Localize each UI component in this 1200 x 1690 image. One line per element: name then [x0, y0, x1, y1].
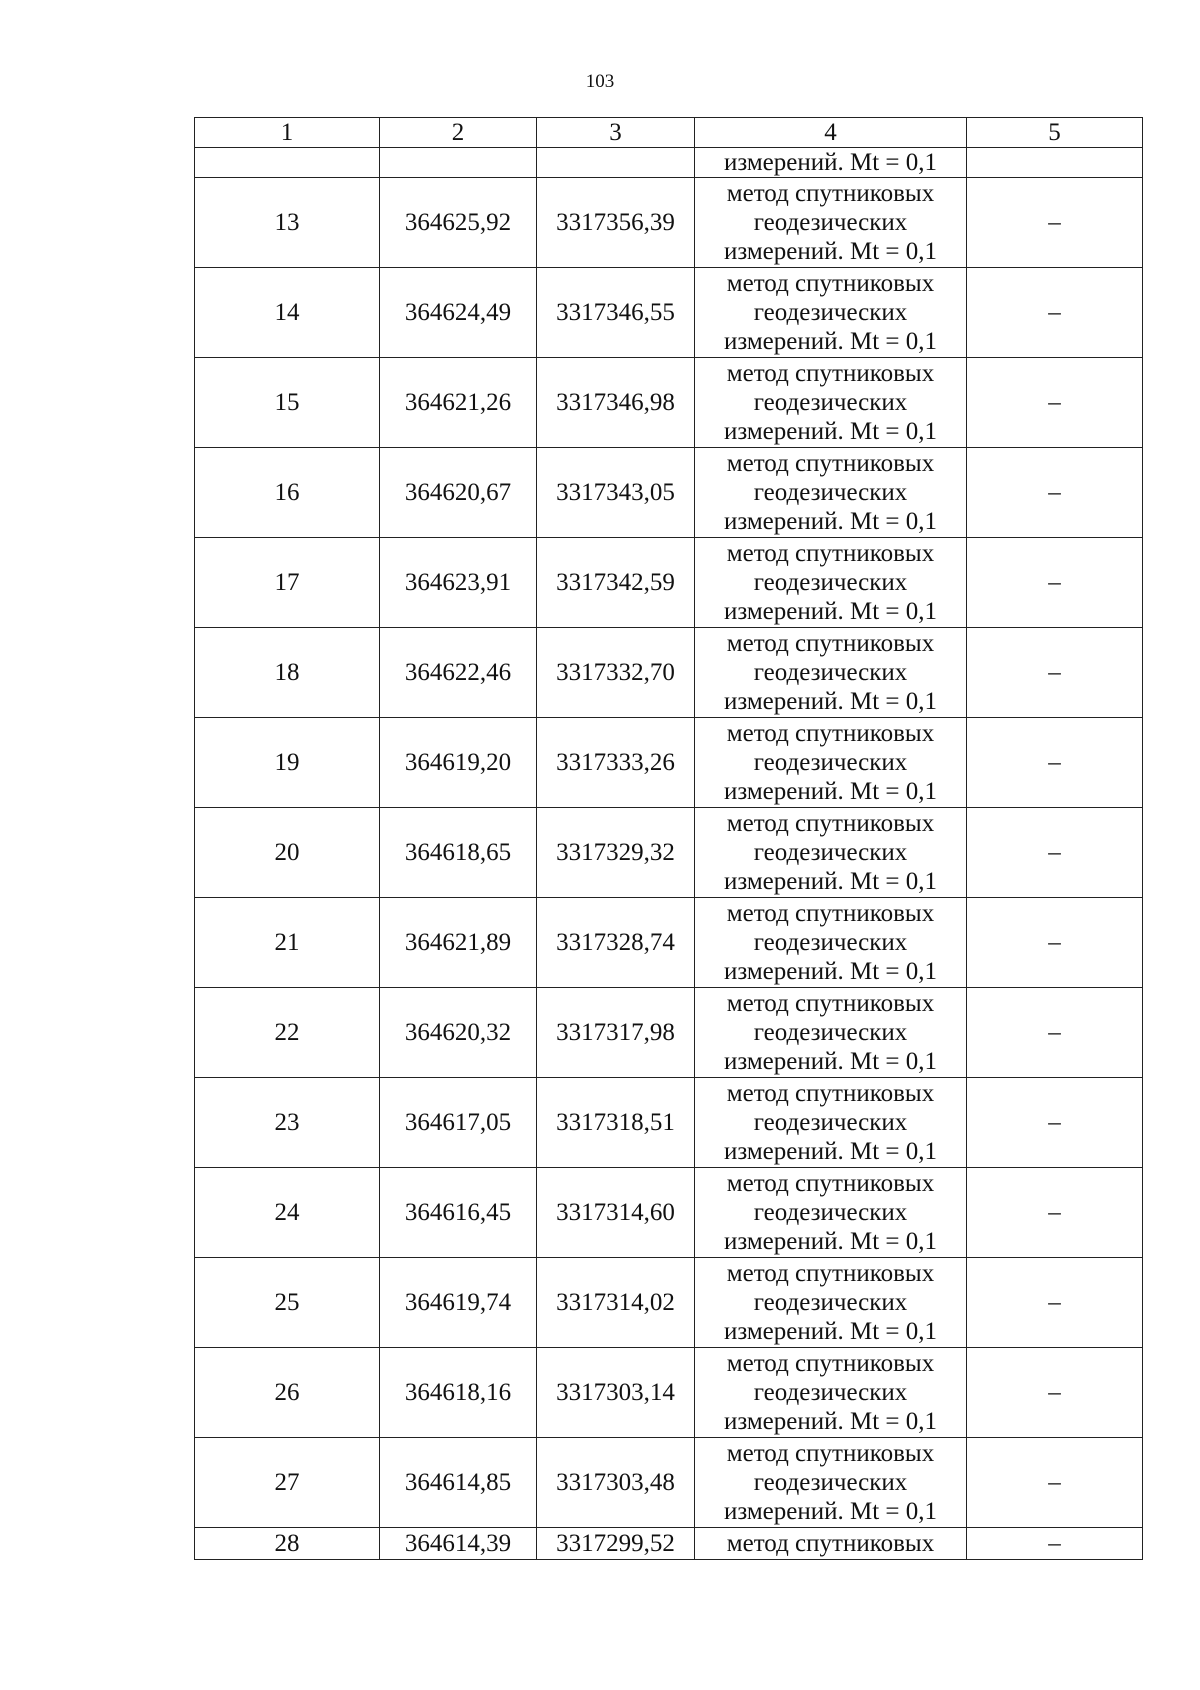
method-line: метод спутниковых [726, 540, 935, 567]
point-number-cell: 20 [195, 808, 380, 898]
table-row [195, 1438, 1143, 1528]
x-coordinate-cell: 364625,92 [380, 178, 537, 268]
method-cell [695, 898, 967, 988]
note-cell: – [967, 718, 1143, 808]
coordinates-table [194, 117, 1143, 1560]
method-line: измерений. Mt = 0,1 [723, 238, 938, 265]
method-line: метод спутниковых [726, 1260, 935, 1287]
y-coordinate-cell: 3317318,51 [537, 1078, 695, 1168]
note-cell: – [967, 1528, 1143, 1560]
note-cell: – [967, 1438, 1143, 1528]
method-line: геодезических [753, 569, 908, 596]
table-row [195, 268, 1143, 358]
method-line: метод спутниковых [726, 630, 935, 657]
method-line: геодезических [753, 1199, 908, 1226]
note-cell: – [967, 898, 1143, 988]
x-coordinate-cell: 364614,85 [380, 1438, 537, 1528]
method-line: измерений. Mt = 0,1 [723, 868, 938, 895]
point-number-cell: 13 [195, 178, 380, 268]
y-coordinate-cell: 3317328,74 [537, 898, 695, 988]
method-line: геодезических [753, 299, 908, 326]
page-number: 103 [585, 71, 615, 92]
method-cell [695, 628, 967, 718]
method-line: метод спутниковых [726, 450, 935, 477]
method-cell [695, 448, 967, 538]
continuation-row [195, 148, 1143, 178]
point-number-cell: 21 [195, 898, 380, 988]
note-cell: – [967, 538, 1143, 628]
method-cell [695, 268, 967, 358]
x-coordinate-cell: 364621,26 [380, 358, 537, 448]
table-row [195, 1258, 1143, 1348]
table-body [195, 118, 1143, 1560]
y-coordinate-cell: 3317342,59 [537, 538, 695, 628]
x-coordinate-cell: 364622,46 [380, 628, 537, 718]
point-number-cell: 14 [195, 268, 380, 358]
method-line: геодезических [753, 749, 908, 776]
header-cell: 4 [695, 118, 967, 148]
table-row [195, 1528, 1143, 1560]
method-line: измерений. Mt = 0,1 [723, 328, 938, 355]
table-row [195, 448, 1143, 538]
method-line: геодезических [753, 389, 908, 416]
x-coordinate-cell: 364619,20 [380, 718, 537, 808]
point-number-cell: 15 [195, 358, 380, 448]
x-coordinate-cell: 364619,74 [380, 1258, 537, 1348]
method-cell [695, 1348, 967, 1438]
y-coordinate-cell: 3317317,98 [537, 988, 695, 1078]
y-coordinate-cell: 3317314,02 [537, 1258, 695, 1348]
note-cell: – [967, 808, 1143, 898]
method-cell [695, 718, 967, 808]
method-line: геодезических [753, 1019, 908, 1046]
note-cell: – [967, 988, 1143, 1078]
table-row [195, 628, 1143, 718]
table-row [195, 898, 1143, 988]
method-line: измерений. Mt = 0,1 [723, 958, 938, 985]
method-line: метод спутниковых [726, 990, 935, 1017]
method-line: измерений. Mt = 0,1 [723, 778, 938, 805]
method-cell [695, 1168, 967, 1258]
method-cell [695, 538, 967, 628]
method-line: геодезических [753, 1469, 908, 1496]
x-coordinate-cell: 364614,39 [380, 1528, 537, 1560]
table-row [195, 808, 1143, 898]
method-cell [695, 1528, 967, 1560]
method-line: метод спутниковых [726, 360, 935, 387]
method-line: метод спутниковых [726, 1170, 935, 1197]
point-number-cell: 23 [195, 1078, 380, 1168]
x-coordinate-cell [380, 148, 537, 178]
y-coordinate-cell: 3317346,55 [537, 268, 695, 358]
header-cell: 5 [967, 118, 1143, 148]
method-line: измерений. Mt = 0,1 [723, 418, 938, 445]
point-number-cell: 17 [195, 538, 380, 628]
point-number-cell [195, 148, 380, 178]
method-cell [695, 1258, 967, 1348]
method-line: метод спутниковых [726, 1080, 935, 1107]
method-line: измерений. Mt = 0,1 [723, 1498, 938, 1525]
note-cell: – [967, 358, 1143, 448]
note-cell: – [967, 1078, 1143, 1168]
table-row [195, 358, 1143, 448]
point-number-cell: 26 [195, 1348, 380, 1438]
method-line: измерений. Mt = 0,1 [723, 1138, 938, 1165]
table-row [195, 718, 1143, 808]
method-line: измерений. Mt = 0,1 [723, 688, 938, 715]
method-line: метод спутниковых [726, 1350, 935, 1377]
method-line: геодезических [753, 209, 908, 236]
method-line: геодезических [753, 659, 908, 686]
y-coordinate-cell: 3317303,48 [537, 1438, 695, 1528]
y-coordinate-cell [537, 148, 695, 178]
method-line: геодезических [753, 929, 908, 956]
method-line: геодезических [753, 1109, 908, 1136]
x-coordinate-cell: 364618,16 [380, 1348, 537, 1438]
point-number-cell: 25 [195, 1258, 380, 1348]
y-coordinate-cell: 3317329,32 [537, 808, 695, 898]
method-cell [695, 178, 967, 268]
note-cell: – [967, 1258, 1143, 1348]
x-coordinate-cell: 364617,05 [380, 1078, 537, 1168]
note-cell: – [967, 1168, 1143, 1258]
header-cell: 1 [195, 118, 380, 148]
point-number-cell: 28 [195, 1528, 380, 1560]
method-line: метод спутниковых [726, 1440, 935, 1467]
method-line: измерений. Mt = 0,1 [723, 149, 938, 176]
method-cell [695, 1078, 967, 1168]
note-cell: – [967, 178, 1143, 268]
method-cell [695, 988, 967, 1078]
y-coordinate-cell: 3317356,39 [537, 178, 695, 268]
point-number-cell: 16 [195, 448, 380, 538]
table-row [195, 178, 1143, 268]
point-number-cell: 24 [195, 1168, 380, 1258]
x-coordinate-cell: 364618,65 [380, 808, 537, 898]
method-line: метод спутниковых [726, 1530, 935, 1557]
point-number-cell: 22 [195, 988, 380, 1078]
method-cell [695, 808, 967, 898]
header-cell: 2 [380, 118, 537, 148]
method-cell [695, 358, 967, 448]
method-line: метод спутниковых [726, 270, 935, 297]
y-coordinate-cell: 3317343,05 [537, 448, 695, 538]
method-line: геодезических [753, 479, 908, 506]
point-number-cell: 27 [195, 1438, 380, 1528]
x-coordinate-cell: 364616,45 [380, 1168, 537, 1258]
method-line: метод спутниковых [726, 900, 935, 927]
y-coordinate-cell: 3317303,14 [537, 1348, 695, 1438]
table-row [195, 538, 1143, 628]
method-cell [695, 1438, 967, 1528]
y-coordinate-cell: 3317314,60 [537, 1168, 695, 1258]
note-cell: – [967, 268, 1143, 358]
x-coordinate-cell: 364620,32 [380, 988, 537, 1078]
x-coordinate-cell: 364623,91 [380, 538, 537, 628]
method-line: метод спутниковых [726, 810, 935, 837]
y-coordinate-cell: 3317333,26 [537, 718, 695, 808]
method-cell [695, 148, 967, 178]
method-line: геодезических [753, 1289, 908, 1316]
x-coordinate-cell: 364620,67 [380, 448, 537, 538]
table-row [195, 1078, 1143, 1168]
method-line: измерений. Mt = 0,1 [723, 1408, 938, 1435]
method-line: измерений. Mt = 0,1 [723, 1318, 938, 1345]
method-line: геодезических [753, 1379, 908, 1406]
method-line: измерений. Mt = 0,1 [723, 598, 938, 625]
method-line: метод спутниковых [726, 720, 935, 747]
x-coordinate-cell: 364621,89 [380, 898, 537, 988]
table-row [195, 1348, 1143, 1438]
y-coordinate-cell: 3317332,70 [537, 628, 695, 718]
header-row [195, 118, 1143, 148]
y-coordinate-cell: 3317346,98 [537, 358, 695, 448]
y-coordinate-cell: 3317299,52 [537, 1528, 695, 1560]
x-coordinate-cell: 364624,49 [380, 268, 537, 358]
point-number-cell: 19 [195, 718, 380, 808]
method-line: измерений. Mt = 0,1 [723, 1048, 938, 1075]
note-cell [967, 148, 1143, 178]
method-line: геодезических [753, 839, 908, 866]
note-cell: – [967, 628, 1143, 718]
note-cell: – [967, 1348, 1143, 1438]
method-line: метод спутниковых [726, 180, 935, 207]
method-line: измерений. Mt = 0,1 [723, 1228, 938, 1255]
note-cell: – [967, 448, 1143, 538]
table-row [195, 988, 1143, 1078]
method-line: измерений. Mt = 0,1 [723, 508, 938, 535]
header-cell: 3 [537, 118, 695, 148]
point-number-cell: 18 [195, 628, 380, 718]
table-row [195, 1168, 1143, 1258]
